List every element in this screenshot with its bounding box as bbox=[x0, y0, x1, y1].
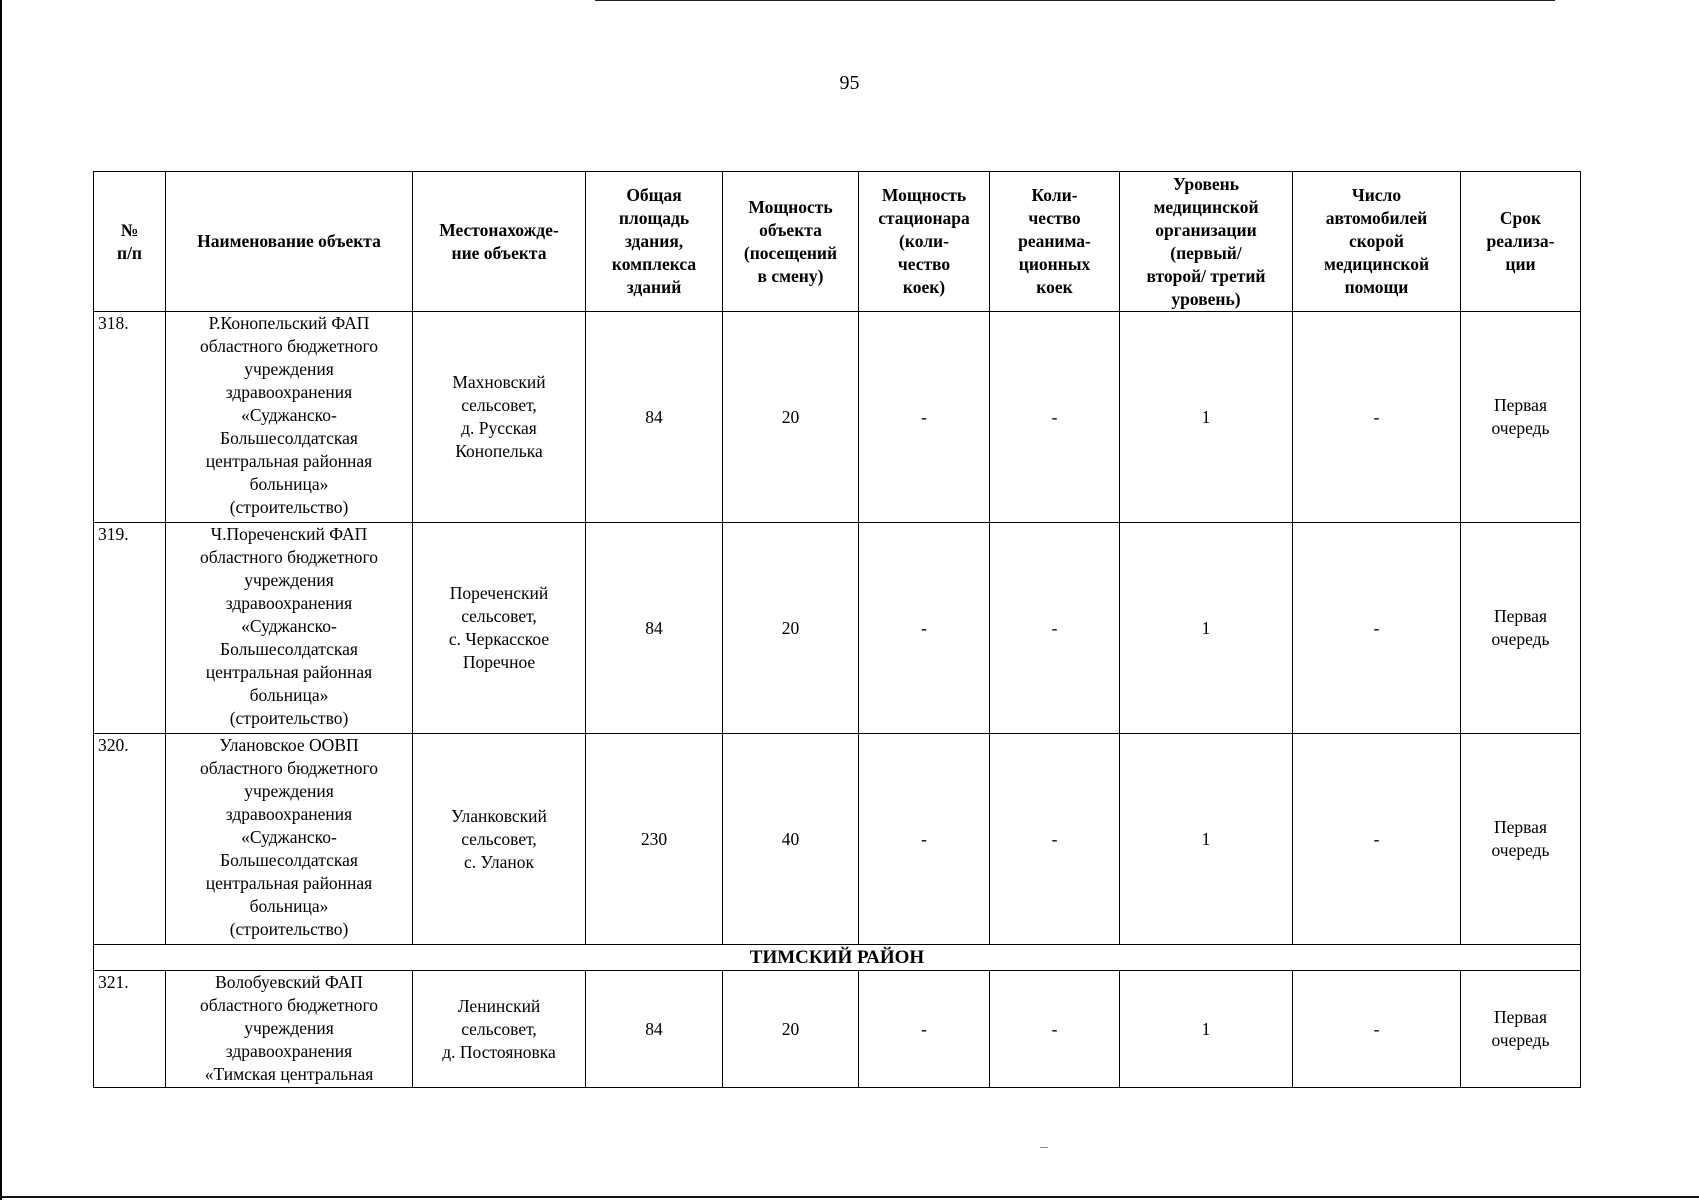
header-total-area: Общая площадь здания, комплекса зданий bbox=[586, 172, 723, 312]
header-location: Местонахожде- ние объекта bbox=[413, 172, 586, 312]
object-location: Пореченский сельсовет, с. Черкасское Поречное bbox=[413, 523, 586, 734]
header-hospital-beds: Мощность стационара (коли- чество коек) bbox=[859, 172, 990, 312]
header-medical-level: Уровень медицинской организации (первый/ второй/ третий уровень) bbox=[1120, 172, 1293, 312]
implementation-term: Первая очередь bbox=[1461, 312, 1581, 523]
total-area: 84 bbox=[586, 312, 723, 523]
ambulances: - bbox=[1293, 734, 1461, 945]
object-name: Волобуевский ФАП областного бюджетного учреждения здравоохранения «Тимская центральная bbox=[166, 971, 413, 1088]
district-heading: ТИМСКИЙ РАЙОН bbox=[94, 945, 1581, 971]
implementation-term: Первая очередь bbox=[1461, 971, 1581, 1088]
table-row bbox=[94, 312, 1581, 523]
object-location: Уланковский сельсовет, с. Уланок bbox=[413, 734, 586, 945]
registry-table bbox=[93, 171, 1581, 1088]
object-location: Махновский сельсовет, д. Русская Конопелька bbox=[413, 312, 586, 523]
row-number: 319. bbox=[94, 523, 166, 734]
object-name: Улановское ООВП областного бюджетного учреждения здравоохранения «Суджанско- Большесолдатская центральная районная больница» (строительство) bbox=[166, 734, 413, 945]
medical-level: 1 bbox=[1120, 971, 1293, 1088]
row-number: 321. bbox=[94, 971, 166, 1088]
icu-beds: - bbox=[990, 523, 1120, 734]
capacity: 20 bbox=[723, 312, 859, 523]
district-heading-row bbox=[94, 945, 1581, 971]
icu-beds: - bbox=[990, 971, 1120, 1088]
scan-speck bbox=[1040, 1147, 1048, 1148]
medical-level: 1 bbox=[1120, 734, 1293, 945]
table-row bbox=[94, 971, 1581, 1088]
scan-border-bottom bbox=[0, 1196, 1699, 1198]
total-area: 230 bbox=[586, 734, 723, 945]
page-number: 95 bbox=[839, 72, 860, 94]
hospital-beds: - bbox=[859, 734, 990, 945]
implementation-term: Первая очередь bbox=[1461, 523, 1581, 734]
icu-beds: - bbox=[990, 312, 1120, 523]
hospital-beds: - bbox=[859, 312, 990, 523]
header-ambulances: Число автомобилей скорой медицинской помощи bbox=[1293, 172, 1461, 312]
medical-level: 1 bbox=[1120, 523, 1293, 734]
header-capacity: Мощность объекта (посещений в смену) bbox=[723, 172, 859, 312]
capacity: 20 bbox=[723, 971, 859, 1088]
ambulances: - bbox=[1293, 523, 1461, 734]
total-area: 84 bbox=[586, 971, 723, 1088]
object-location: Ленинский сельсовет, д. Постояновка bbox=[413, 971, 586, 1088]
implementation-term: Первая очередь bbox=[1461, 734, 1581, 945]
capacity: 20 bbox=[723, 523, 859, 734]
hospital-beds: - bbox=[859, 971, 990, 1088]
object-name: Ч.Пореченский ФАП областного бюджетного учреждения здравоохранения «Суджанско- Большесолдатская центральная районная больница» (строительство) bbox=[166, 523, 413, 734]
icu-beds: - bbox=[990, 734, 1120, 945]
medical-level: 1 bbox=[1120, 312, 1293, 523]
header-object-name: Наименование объекта bbox=[166, 172, 413, 312]
capacity: 40 bbox=[723, 734, 859, 945]
hospital-beds: - bbox=[859, 523, 990, 734]
row-number: 320. bbox=[94, 734, 166, 945]
scan-border-top bbox=[595, 0, 1555, 1]
ambulances: - bbox=[1293, 971, 1461, 1088]
header-icu-beds: Коли- чество реанима- ционных коек bbox=[990, 172, 1120, 312]
header-implementation-term: Срок реализа- ции bbox=[1461, 172, 1581, 312]
object-name: Р.Конопельский ФАП областного бюджетного учреждения здравоохранения «Суджанско- Большесолдатская центральная районная больница» (строительство) bbox=[166, 312, 413, 523]
total-area: 84 bbox=[586, 523, 723, 734]
table-header-row bbox=[94, 172, 1581, 312]
ambulances: - bbox=[1293, 312, 1461, 523]
header-number: № п/п bbox=[94, 172, 166, 312]
scan-border-left bbox=[0, 0, 2, 1200]
table-row bbox=[94, 523, 1581, 734]
row-number: 318. bbox=[94, 312, 166, 523]
table-row bbox=[94, 734, 1581, 945]
